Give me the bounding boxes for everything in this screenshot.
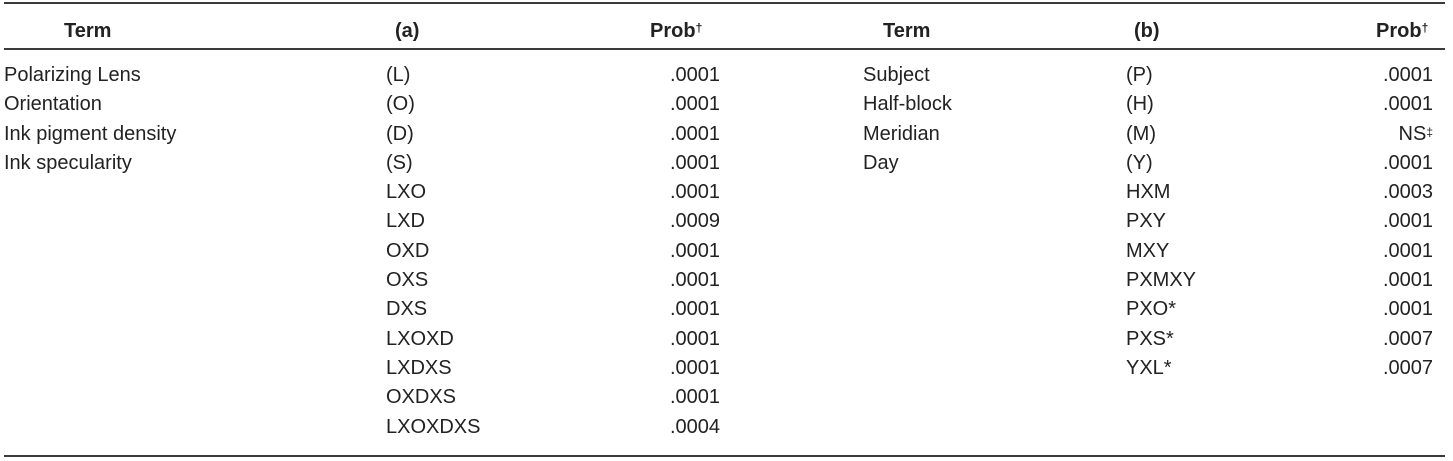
term-b-cell: Day (863, 151, 899, 174)
column-b-terms (863, 62, 952, 179)
prob-a-cell: .0001 (669, 269, 720, 292)
code-a-cell: OXS (386, 269, 429, 292)
code-a-cell: DXS (386, 298, 428, 321)
prob-b-cell: .0001 (1382, 298, 1433, 321)
column-a-codes (386, 62, 480, 443)
prob-b-cell: .0007 (1382, 356, 1433, 379)
ns-text: NS (1398, 122, 1427, 145)
code-a-cell: (S) (386, 151, 413, 174)
double-dagger-mark: ‡ (1426, 124, 1433, 139)
code-a-cell: OXD (386, 239, 430, 262)
prob-a-cell: .0001 (669, 93, 720, 116)
code-a-cell: OXDXS (386, 386, 457, 409)
column-b-probs (1349, 62, 1433, 384)
header-term-b: Term (883, 20, 931, 42)
prob-b-cell: .0001 (1382, 64, 1433, 86)
column-a-probs (634, 62, 720, 443)
code-b-cell: (H) (1126, 93, 1154, 116)
header-rule (4, 48, 1445, 50)
header-prob-b (1376, 18, 1428, 44)
code-b-cell: PXS* (1126, 327, 1174, 350)
prob-a-cell: .0004 (669, 415, 720, 438)
header-term-a: Term (64, 20, 112, 42)
prob-b-cell: .0003 (1382, 181, 1433, 204)
top-rule (4, 2, 1445, 4)
prob-a-cell: .0009 (669, 210, 720, 233)
column-a-terms (4, 62, 176, 179)
term-a-cell: Ink specularity (4, 151, 132, 174)
bottom-rule (4, 455, 1445, 457)
dagger-mark-a: † (695, 21, 703, 35)
prob-a-cell: .0001 (669, 298, 720, 321)
code-a-cell: (L) (386, 64, 411, 86)
code-b-cell: YXL* (1126, 356, 1172, 379)
prob-b-cell-ns (1349, 121, 1433, 150)
prob-b-cell: .0007 (1382, 327, 1433, 350)
prob-b-cell: .0001 (1382, 151, 1433, 174)
code-a-cell: (O) (386, 93, 415, 116)
term-b-cell: Half-block (863, 93, 952, 116)
prob-a-cell: .0001 (669, 64, 720, 86)
code-a-cell: LXOXDXS (386, 415, 481, 438)
code-a-cell: LXO (386, 181, 427, 204)
code-a-cell: (D) (386, 122, 414, 145)
term-b-cell: Subject (863, 64, 930, 86)
prob-a-cell: .0001 (669, 122, 720, 145)
code-b-cell: (M) (1126, 122, 1156, 145)
header-label-a: (a) (395, 20, 420, 42)
anova-table (4, 0, 1445, 461)
code-a-cell: LXOXD (386, 327, 454, 350)
code-b-cell: HXM (1126, 181, 1171, 204)
prob-a-cell: .0001 (669, 386, 720, 409)
column-b-codes (1126, 62, 1196, 384)
prob-b-cell: .0001 (1382, 269, 1433, 292)
dagger-mark-b: † (1421, 21, 1429, 35)
code-b-cell: PXMXY (1126, 269, 1197, 292)
term-b-cell: Meridian (863, 122, 940, 145)
term-a-cell: Orientation (4, 93, 102, 116)
term-a-cell: Polarizing Lens (4, 64, 141, 86)
term-a-cell: Ink pigment density (4, 122, 177, 145)
code-b-cell: PXO* (1126, 298, 1177, 321)
code-b-cell: (P) (1126, 64, 1153, 86)
code-a-cell: LXD (386, 210, 425, 233)
code-b-cell: PXY (1126, 210, 1167, 233)
header-prob-b-text: Prob (1376, 20, 1422, 42)
prob-b-cell: .0001 (1382, 93, 1433, 116)
prob-a-cell: .0001 (669, 327, 720, 350)
header-label-b: (b) (1134, 20, 1160, 42)
header-prob-a (650, 18, 702, 44)
code-b-cell: (Y) (1126, 151, 1153, 174)
prob-a-cell: .0001 (669, 151, 720, 174)
prob-a-cell: .0001 (669, 356, 720, 379)
code-a-cell: LXDXS (386, 356, 452, 379)
header-prob-a-text: Prob (650, 20, 696, 42)
code-b-cell: MXY (1126, 239, 1170, 262)
prob-b-cell: .0001 (1382, 239, 1433, 262)
prob-b-cell: .0001 (1382, 210, 1433, 233)
prob-a-cell: .0001 (669, 239, 720, 262)
prob-a-cell: .0001 (669, 181, 720, 204)
